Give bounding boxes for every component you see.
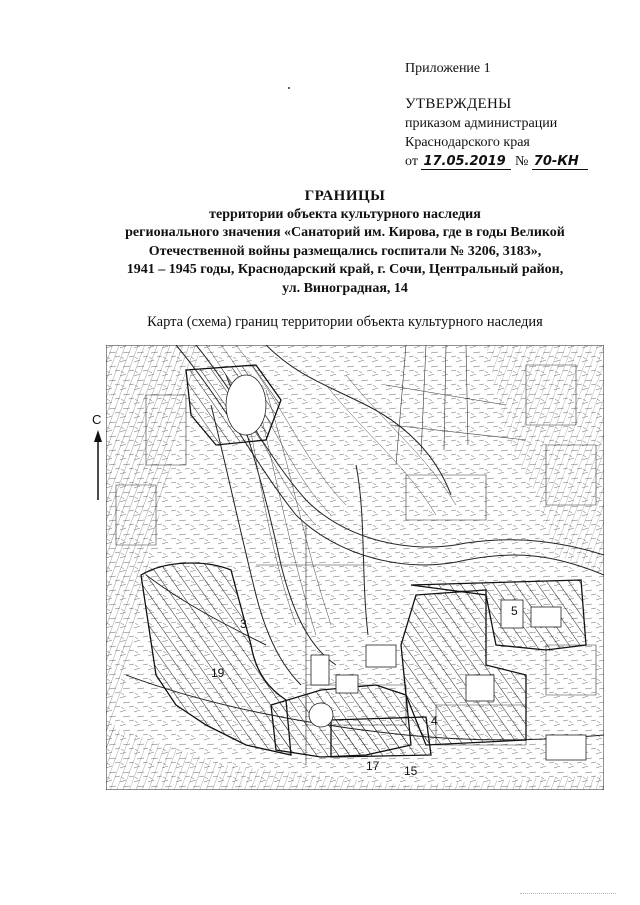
approval-date: 17.05.2019 (421, 154, 511, 170)
north-arrow (92, 412, 106, 502)
zone-label-4: 4 (431, 714, 438, 728)
cadastral-map (106, 345, 604, 790)
page-footer-mark (520, 893, 616, 895)
north-letter: С (92, 412, 102, 427)
approval-block (405, 95, 630, 171)
title-line-1: территории объекта культурного наследия (209, 206, 481, 222)
document-title (95, 187, 595, 298)
approval-date-line (405, 152, 630, 171)
scan-speck (288, 87, 290, 89)
zone-north-clearing (226, 375, 266, 435)
date-prefix: от (405, 154, 418, 169)
zone-label-3: 3 (240, 617, 247, 631)
zone-label-19: 19 (211, 666, 225, 680)
title-line-4: 1941 – 1945 годы, Краснодарский край, г. Сочи, Центральный район, (126, 262, 564, 277)
approved-heading: УТВЕРЖДЕНЫ (405, 96, 512, 112)
title-line-2: регионального значения «Санаторий им. Кирова, где в годы Великой (125, 225, 565, 240)
north-arrow-icon (92, 412, 106, 502)
title-main: ГРАНИЦЫ (304, 188, 386, 204)
map-subtitle: Карта (схема) границ территории объекта культурного наследия (147, 314, 543, 330)
title-line-3: Отечественной войны размещались госпитали № 3206, 3183», (148, 243, 542, 259)
number-sign: № (514, 154, 529, 169)
appendix-label: Приложение 1 (405, 61, 491, 76)
approval-number: 70-КН (532, 154, 588, 170)
zone-label-15: 15 (404, 764, 418, 778)
title-line-5: ул. Виноградная, 14 (282, 280, 408, 296)
zone-south-strip (331, 717, 431, 757)
approval-line-1: приказом администрации (405, 116, 558, 131)
approval-line-2: Краснодарского края (405, 135, 530, 150)
zone-label-5: 5 (511, 604, 518, 618)
zone-label-17: 17 (366, 759, 380, 773)
